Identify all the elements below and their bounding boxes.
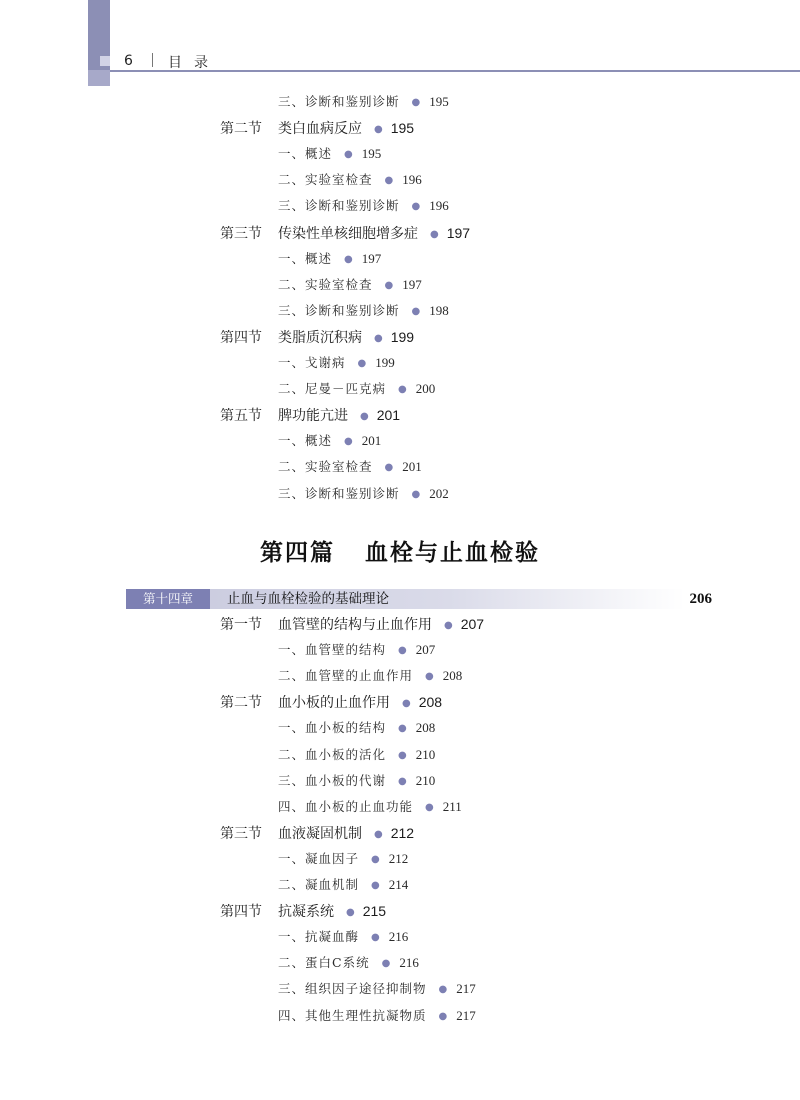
toc-entry-title: 一、戈谢病 <box>278 355 346 370</box>
toc-page-number: 210 <box>415 746 436 762</box>
bullet-dot-icon: ● <box>411 488 422 500</box>
bullet-dot-icon: ● <box>438 984 449 996</box>
toc-entry-title: 二、蛋白C系统 <box>278 955 370 971</box>
header-separator <box>152 53 153 67</box>
bullet-dot-icon: ● <box>344 253 354 265</box>
toc-subsection-entry[interactable] <box>278 719 435 739</box>
toc-section-number: 第一节 <box>220 617 262 633</box>
toc-subsection-entry[interactable] <box>278 250 381 270</box>
header-tab-square <box>100 56 110 66</box>
bullet-dot-icon: ● <box>374 124 383 136</box>
toc-page-number: 215 <box>362 903 387 920</box>
toc-subsection-entry[interactable] <box>278 354 395 374</box>
bullet-dot-icon: ● <box>371 880 381 891</box>
toc-subsection-entry[interactable] <box>278 197 449 217</box>
toc-section-number: 第三节 <box>220 825 262 842</box>
bullet-dot-icon: ● <box>344 436 354 448</box>
bullet-dot-icon: ● <box>381 958 392 970</box>
toc-entry-title: 类脂质沉积病 <box>278 329 362 346</box>
bullet-dot-icon: ● <box>374 332 383 344</box>
toc-entry-title: 二、血管壁的止血作用 <box>278 668 414 684</box>
toc-section-number: 第五节 <box>220 408 262 425</box>
toc-subsection-entry[interactable] <box>278 772 435 792</box>
bullet-dot-icon: ● <box>374 828 383 840</box>
toc-subsection-entry[interactable] <box>278 302 449 322</box>
toc-page-number: 207 <box>460 616 485 632</box>
bullet-dot-icon: ● <box>398 723 408 735</box>
bullet-dot-icon: ● <box>371 932 381 944</box>
toc-subsection-entry[interactable] <box>278 980 476 1000</box>
toc-page-number: 216 <box>388 929 409 945</box>
toc-entry-title: 二、凝血机制 <box>278 877 360 892</box>
toc-page-number: 202 <box>429 485 449 501</box>
toc-subsection-entry[interactable] <box>278 876 408 896</box>
toc-page-number: 217 <box>456 1007 476 1023</box>
toc-entry-title: 一、血管壁的结构 <box>278 642 387 658</box>
toc-entry-title: 三、诊断和鉴别诊断 <box>278 94 400 109</box>
toc-entry-title: 一、概述 <box>278 146 333 162</box>
toc-page-number: 195 <box>361 146 382 162</box>
toc-page-number: 214 <box>388 877 409 892</box>
toc-entry-title: 三、诊断和鉴别诊断 <box>278 198 400 214</box>
bullet-dot-icon: ● <box>411 97 422 108</box>
bullet-dot-icon: ● <box>384 279 395 291</box>
toc-entry-title: 抗凝系统 <box>278 904 334 921</box>
bullet-dot-icon: ● <box>384 462 395 474</box>
toc-entry-title: 血小板的止血作用 <box>278 695 390 712</box>
toc-page-number: 212 <box>390 824 415 841</box>
toc-section-entry[interactable] <box>220 615 484 636</box>
part-number: 第四篇 <box>260 539 335 566</box>
toc-subsection-entry[interactable] <box>278 171 422 191</box>
toc-entry-title: 三、血小板的代谢 <box>278 772 387 788</box>
bullet-dot-icon: ● <box>384 175 395 187</box>
toc-entry-title: 类白血病反应 <box>278 121 362 138</box>
toc-subsection-entry[interactable] <box>278 850 408 870</box>
toc-section-entry[interactable] <box>220 406 400 427</box>
bullet-dot-icon: ● <box>357 358 368 369</box>
toc-page-number: 201 <box>402 459 422 475</box>
toc-entry-title: 血管壁的结构与止血作用 <box>278 617 432 633</box>
toc-page-number: 197 <box>361 250 382 266</box>
toc-page-number: 212 <box>388 850 409 866</box>
toc-subsection-entry[interactable] <box>278 746 435 766</box>
toc-page-number: 199 <box>390 328 415 345</box>
toc-section-entry[interactable] <box>220 693 442 714</box>
toc-subsection-entry[interactable] <box>278 458 422 478</box>
bullet-dot-icon: ● <box>344 149 354 161</box>
toc-entry-title: 四、血小板的止血功能 <box>278 798 414 814</box>
toc-entry-title: 二、尼曼－匹克病 <box>278 381 387 397</box>
bullet-dot-icon: ● <box>411 201 422 213</box>
toc-page-number: 208 <box>415 720 436 736</box>
toc-section-number: 第二节 <box>220 121 262 138</box>
bullet-dot-icon: ● <box>425 801 435 813</box>
bullet-dot-icon: ● <box>398 645 408 657</box>
toc-page-number: 198 <box>429 302 449 318</box>
toc-entry-title: 一、概述 <box>278 433 333 449</box>
running-header-title: 目录 <box>168 55 220 71</box>
toc-subsection-entry[interactable] <box>278 145 381 165</box>
toc-page-number: 210 <box>415 772 436 788</box>
bullet-dot-icon: ● <box>430 228 439 240</box>
toc-page-number: 216 <box>399 955 419 971</box>
toc-entry-title: 二、实验室检查 <box>278 276 373 292</box>
toc-page-number: 196 <box>429 198 449 214</box>
chapter-label: 第十四章 <box>126 589 210 609</box>
toc-subsection-entry[interactable] <box>278 798 462 818</box>
toc-subsection-entry[interactable] <box>278 485 449 505</box>
toc-entry-title: 四、其他生理性抗凝物质 <box>278 1007 427 1023</box>
toc-section-number: 第四节 <box>220 329 262 346</box>
chapter-heading-bar[interactable] <box>126 589 714 609</box>
toc-page-number: 201 <box>361 433 382 449</box>
toc-page-number: 196 <box>402 172 422 188</box>
bullet-dot-icon: ● <box>398 775 408 787</box>
chapter-title: 止血与血栓检验的基础理论 <box>227 591 389 607</box>
toc-entry-title: 三、诊断和鉴别诊断 <box>278 302 400 318</box>
header-tab-foot <box>88 70 110 86</box>
toc-section-entry[interactable] <box>220 902 386 923</box>
toc-page-number: 201 <box>376 407 401 424</box>
toc-subsection-entry[interactable] <box>278 928 408 948</box>
bullet-dot-icon: ● <box>444 620 453 631</box>
toc-page-number: 197 <box>446 224 471 241</box>
toc-subsection-entry[interactable] <box>278 380 435 400</box>
toc-page-number: 217 <box>456 981 476 997</box>
toc-entry-title: 一、血小板的结构 <box>278 720 387 736</box>
toc-page-number: 208 <box>442 668 463 684</box>
bullet-dot-icon: ● <box>398 384 408 396</box>
toc-section-number: 第三节 <box>220 225 262 242</box>
page-number: 6 <box>124 53 133 69</box>
toc-entry-title: 血液凝固机制 <box>278 825 362 842</box>
toc-subsection-entry[interactable] <box>278 276 422 296</box>
toc-page-number: 207 <box>415 642 436 658</box>
bullet-dot-icon: ● <box>360 411 369 423</box>
toc-subsection-entry[interactable] <box>278 432 381 452</box>
part-title: 血栓与止血检验 <box>365 539 540 566</box>
toc-section-entry[interactable] <box>220 119 414 140</box>
toc-subsection-entry[interactable] <box>278 641 435 661</box>
toc-entry-title: 一、凝血因子 <box>278 850 360 866</box>
toc-section-entry[interactable] <box>220 328 414 349</box>
toc-subsection-entry[interactable] <box>278 667 462 687</box>
toc-subsection-entry[interactable] <box>278 954 419 974</box>
toc-section-number: 第二节 <box>220 695 262 712</box>
toc-entry-title: 脾功能亢进 <box>278 408 348 425</box>
toc-entry-title: 二、血小板的活化 <box>278 746 387 762</box>
toc-section-entry[interactable] <box>220 824 414 845</box>
toc-subsection-entry[interactable] <box>278 93 449 113</box>
chapter-page-number: 206 <box>689 591 712 607</box>
toc-page-number: 199 <box>375 355 395 370</box>
bullet-dot-icon: ● <box>438 1010 449 1022</box>
toc-entry-title: 传染性单核细胞增多症 <box>278 225 418 242</box>
bullet-dot-icon: ● <box>371 853 381 865</box>
toc-entry-title: 三、组织因子途径抑制物 <box>278 981 427 997</box>
toc-entry-title: 一、概述 <box>278 250 333 266</box>
bullet-dot-icon: ● <box>402 698 411 710</box>
toc-entry-title: 二、实验室检查 <box>278 459 373 475</box>
bullet-dot-icon: ● <box>346 907 355 919</box>
bullet-dot-icon: ● <box>425 671 435 683</box>
toc-entry-title: 一、抗凝血酶 <box>278 929 360 945</box>
toc-entry-title: 二、实验室检查 <box>278 172 373 188</box>
toc-page-number: 200 <box>415 381 436 397</box>
part-heading <box>0 534 800 567</box>
toc-page-number: 211 <box>442 798 462 814</box>
toc-page-number: 208 <box>418 694 443 711</box>
toc-section-entry[interactable] <box>220 224 470 245</box>
toc-page-number: 195 <box>429 94 449 109</box>
toc-entry-title: 三、诊断和鉴别诊断 <box>278 485 400 501</box>
toc-section-number: 第四节 <box>220 904 262 921</box>
bullet-dot-icon: ● <box>398 749 408 761</box>
toc-subsection-entry[interactable] <box>278 1007 476 1027</box>
toc-page-number: 195 <box>390 120 415 137</box>
bullet-dot-icon: ● <box>411 305 422 317</box>
toc-page-number: 197 <box>402 276 422 292</box>
